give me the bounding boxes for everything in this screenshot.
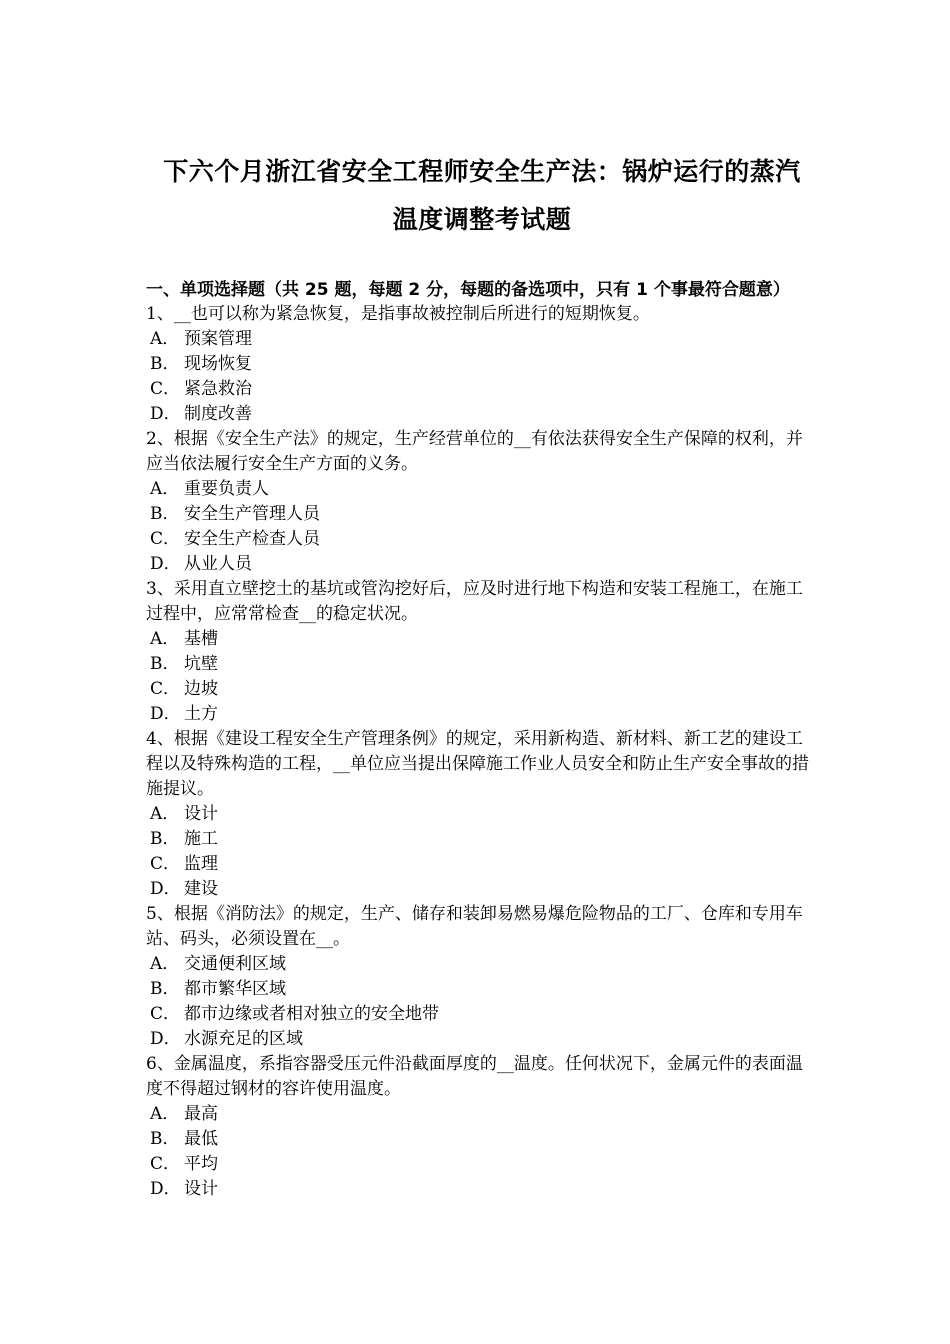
- option-letter: A．: [150, 629, 180, 649]
- option-c: [146, 1152, 818, 1177]
- question-stem: 4、根据《建设工程安全生产管理条例》的规定，采用新构造、新材料、新工艺的建设工程以及特殊构造的工程，__单位应当提出保障施工作业人员安全和防止生产安全事故的措施提议。: [146, 729, 809, 799]
- option-b: [146, 977, 818, 1002]
- option-text: 坑壁: [184, 654, 218, 674]
- option-a: [146, 952, 818, 977]
- option-letter: B．: [150, 829, 180, 849]
- question-3: [146, 577, 818, 727]
- option-c: [146, 852, 818, 877]
- option-a: [146, 627, 818, 652]
- question-6: [146, 1052, 818, 1202]
- option-letter: C．: [150, 1004, 181, 1024]
- option-letter: B．: [150, 979, 180, 999]
- option-text: 平均: [184, 1154, 218, 1174]
- question-stem: 2、根据《安全生产法》的规定，生产经营单位的__有依法获得安全生产保障的权利，并应当依法履行安全生产方面的义务。: [146, 429, 803, 474]
- option-b: [146, 352, 818, 377]
- question-stem: 5、根据《消防法》的规定，生产、储存和装卸易燃易爆危险物品的工厂、仓库和专用车站、码头，必须设置在__。: [146, 904, 803, 949]
- question-5: [146, 902, 818, 1052]
- option-text: 土方: [184, 704, 218, 724]
- question-stem: 3、采用直立壁挖土的基坑或管沟挖好后，应及时进行地下构造和安装工程施工，在施工过程中，应常常检查__的稳定状况。: [146, 579, 803, 624]
- option-d: [146, 1027, 818, 1052]
- option-letter: C．: [150, 854, 181, 874]
- document-title: [146, 148, 818, 244]
- option-letter: C．: [150, 529, 181, 549]
- option-c: [146, 527, 818, 552]
- document-page: [146, 148, 818, 1202]
- option-d: [146, 702, 818, 727]
- option-text: 重要负责人: [184, 479, 269, 499]
- option-text: 基槽: [184, 629, 218, 649]
- option-letter: B．: [150, 354, 180, 374]
- option-text: 都市繁华区域: [184, 979, 286, 999]
- option-b: [146, 827, 818, 852]
- option-letter: A．: [150, 954, 180, 974]
- option-text: 安全生产管理人员: [184, 504, 320, 524]
- title-line-2: 温度调整考试题: [392, 205, 572, 234]
- option-letter: A．: [150, 329, 180, 349]
- question-1: [146, 302, 818, 427]
- option-text: 预案管理: [184, 329, 252, 349]
- option-letter: D．: [150, 879, 181, 899]
- option-c: [146, 677, 818, 702]
- option-list: [146, 627, 818, 727]
- option-c: [146, 1002, 818, 1027]
- option-text: 从业人员: [184, 554, 252, 574]
- option-text: 水源充足的区域: [184, 1029, 303, 1049]
- question-2: [146, 427, 818, 577]
- option-d: [146, 402, 818, 427]
- option-text: 设计: [184, 1179, 218, 1199]
- option-text: 建设: [184, 879, 218, 899]
- option-letter: D．: [150, 404, 181, 424]
- option-letter: D．: [150, 704, 181, 724]
- option-b: [146, 1127, 818, 1152]
- option-text: 紧急救治: [184, 379, 252, 399]
- option-text: 设计: [184, 804, 218, 824]
- title-line-1: 下六个月浙江省安全工程师安全生产法：锅炉运行的蒸汽: [163, 157, 801, 186]
- option-letter: B．: [150, 1129, 180, 1149]
- option-text: 制度改善: [184, 404, 252, 424]
- option-text: 施工: [184, 829, 218, 849]
- question-stem: 1、__也可以称为紧急恢复，是指事故被控制后所进行的短期恢复。: [146, 304, 650, 324]
- option-text: 监理: [184, 854, 218, 874]
- option-letter: D．: [150, 1029, 181, 1049]
- option-text: 交通便利区域: [184, 954, 286, 974]
- option-letter: A．: [150, 804, 180, 824]
- option-letter: A．: [150, 1104, 180, 1124]
- option-list: [146, 952, 818, 1052]
- option-letter: B．: [150, 504, 180, 524]
- option-text: 都市边缘或者相对独立的安全地带: [184, 1004, 439, 1024]
- option-a: [146, 1102, 818, 1127]
- option-letter: D．: [150, 1179, 181, 1199]
- option-text: 边坡: [184, 679, 218, 699]
- option-letter: C．: [150, 679, 181, 699]
- question-list: [146, 302, 818, 1202]
- option-letter: B．: [150, 654, 180, 674]
- option-list: [146, 1102, 818, 1202]
- option-letter: A．: [150, 479, 180, 499]
- option-b: [146, 652, 818, 677]
- option-d: [146, 877, 818, 902]
- option-a: [146, 327, 818, 352]
- option-list: [146, 477, 818, 577]
- option-list: [146, 327, 818, 427]
- option-list: [146, 802, 818, 902]
- option-d: [146, 1177, 818, 1202]
- option-a: [146, 802, 818, 827]
- question-4: [146, 727, 818, 902]
- option-a: [146, 477, 818, 502]
- option-text: 最高: [184, 1104, 218, 1124]
- section-heading: 一、单项选择题（共 25 题，每题 2 分，每题的备选项中，只有 1 个事最符合题意）: [146, 280, 790, 300]
- option-letter: C．: [150, 1154, 181, 1174]
- option-text: 最低: [184, 1129, 218, 1149]
- question-stem: 6、金属温度，系指容器受压元件沿截面厚度的__温度。任何状况下，金属元件的表面温度不得超过钢材的容许使用温度。: [146, 1054, 803, 1099]
- option-text: 现场恢复: [184, 354, 252, 374]
- option-d: [146, 552, 818, 577]
- option-b: [146, 502, 818, 527]
- option-text: 安全生产检查人员: [184, 529, 320, 549]
- option-letter: D．: [150, 554, 181, 574]
- option-letter: C．: [150, 379, 181, 399]
- option-c: [146, 377, 818, 402]
